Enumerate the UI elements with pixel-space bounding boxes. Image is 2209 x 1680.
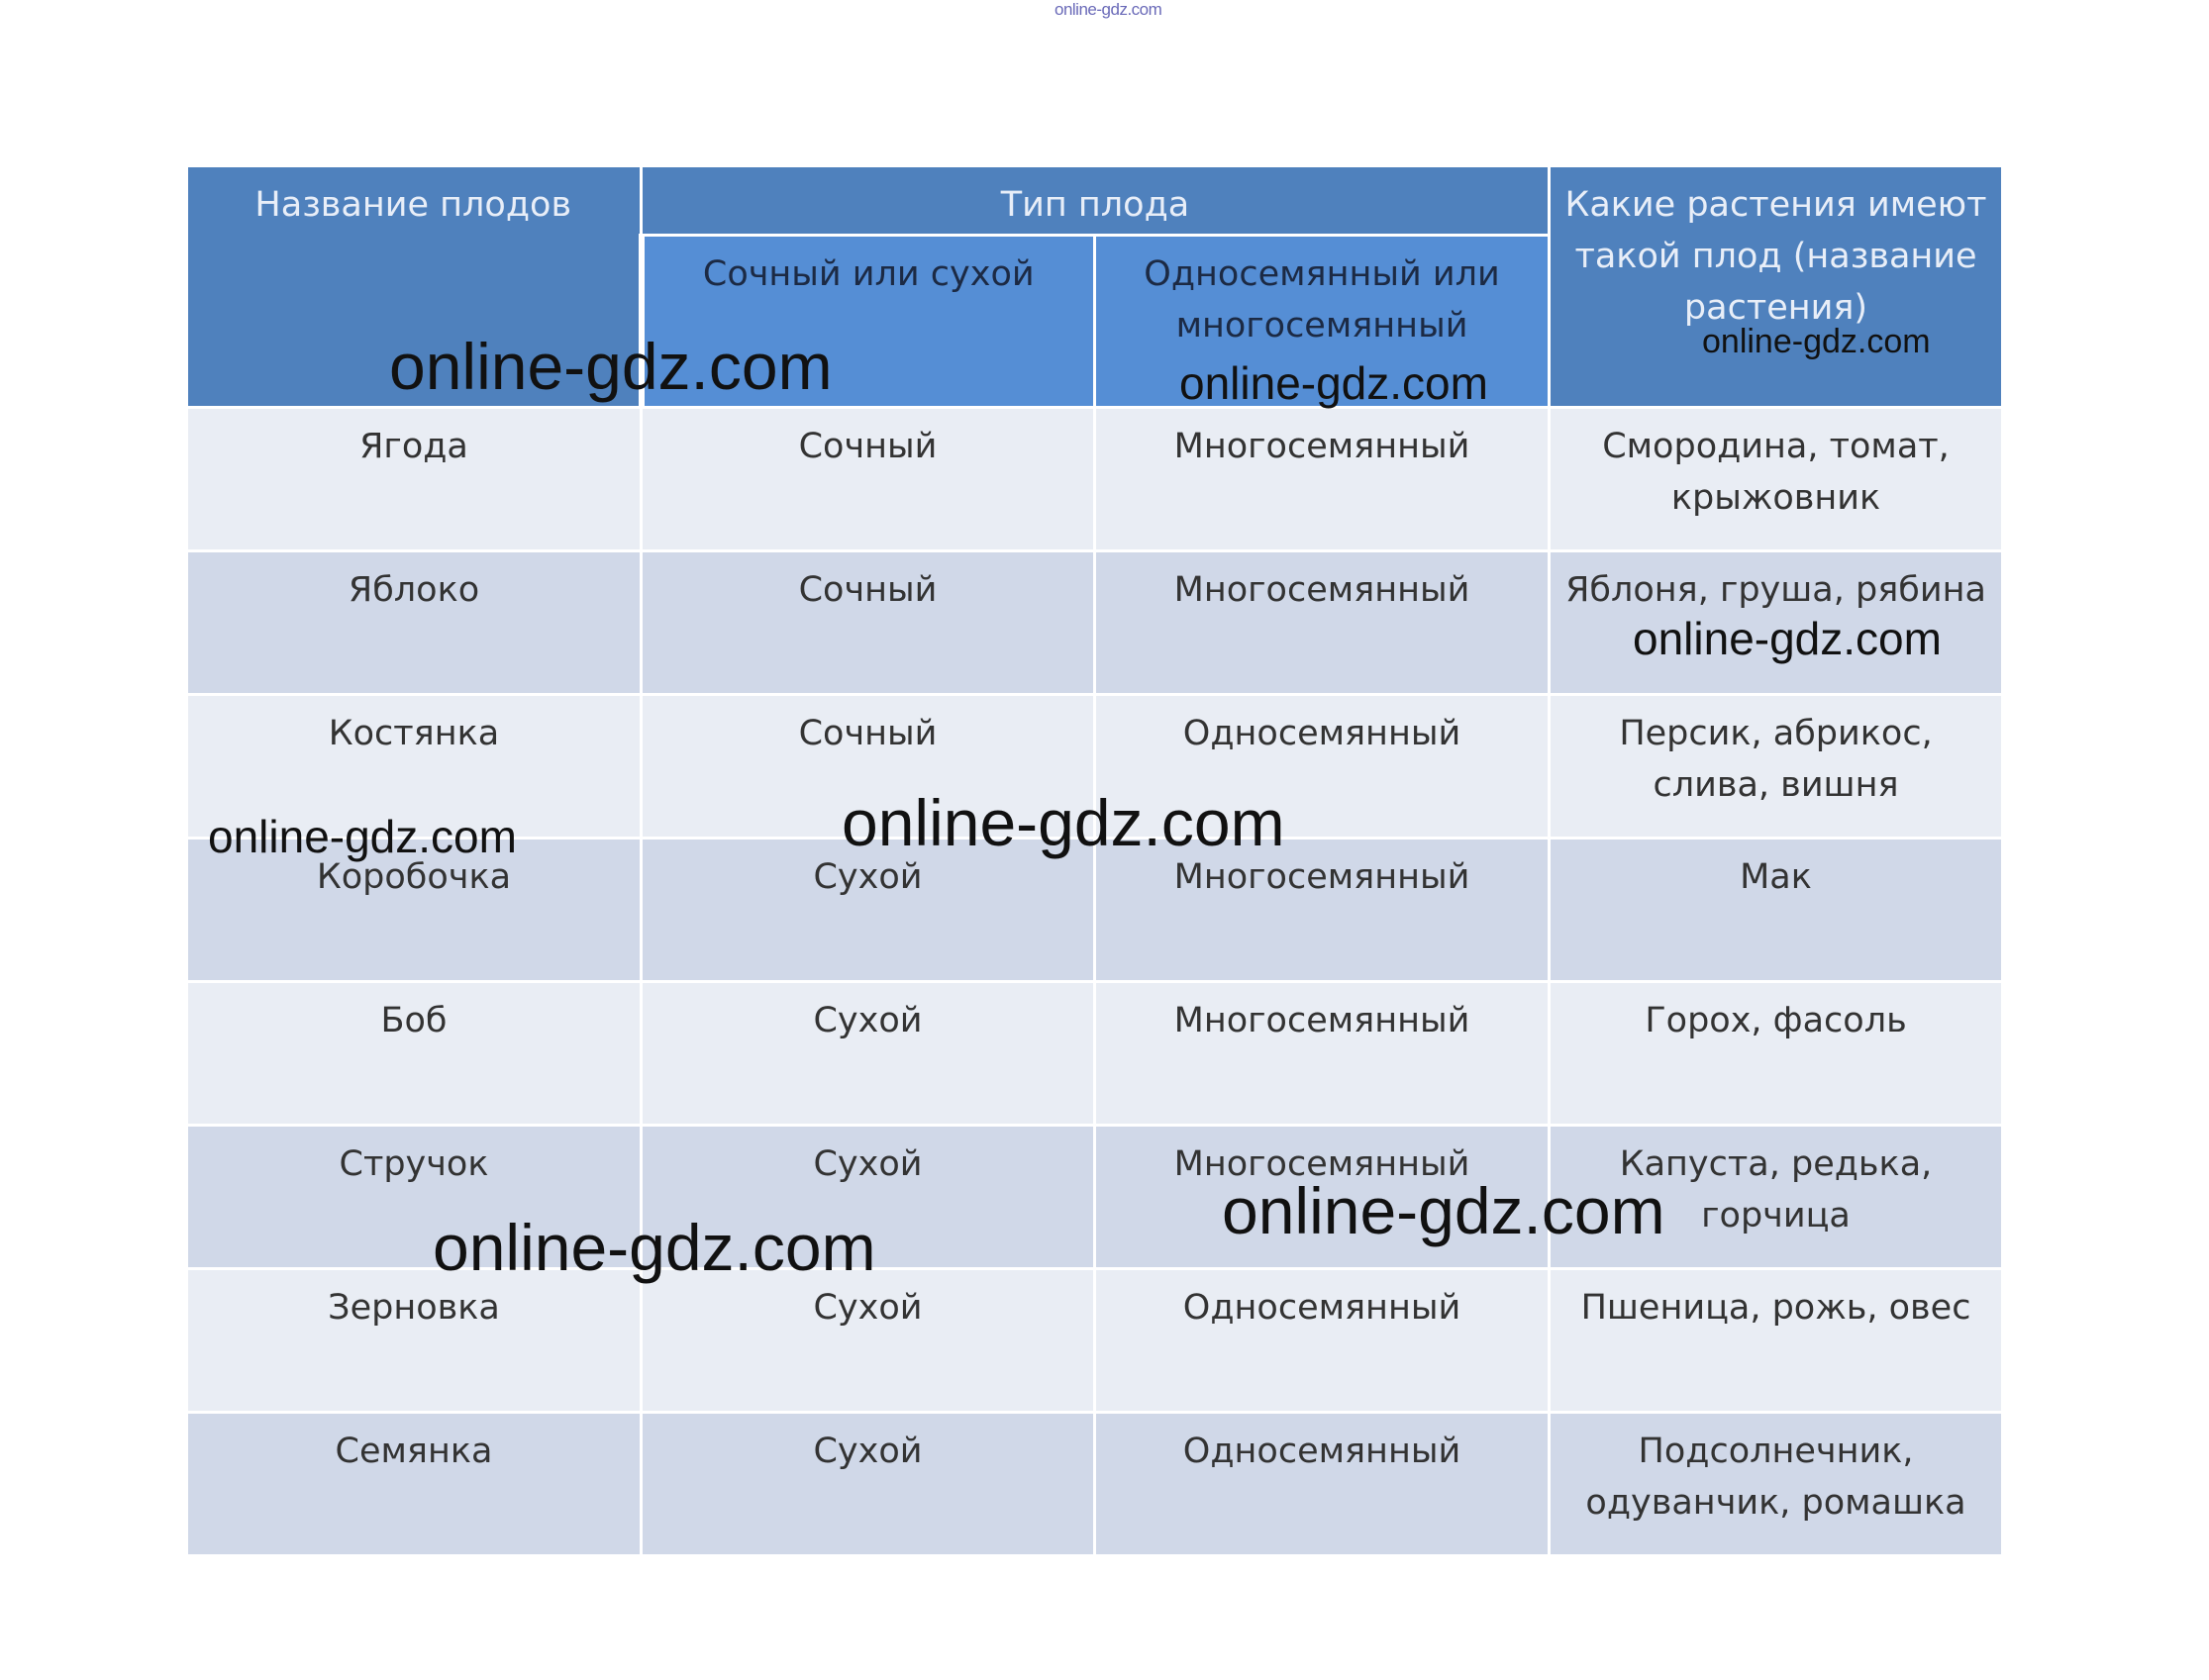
cell-juicy-or-dry: Сухой bbox=[642, 1126, 1095, 1269]
watermark: online-gdz.com bbox=[1179, 357, 1488, 409]
header-seed-count: Односемянный или многосемянный bbox=[1095, 236, 1550, 408]
cell-fruit-name: Костянка bbox=[187, 695, 642, 839]
cell-seed-count: Многосемянный bbox=[1095, 1126, 1550, 1269]
cell-seed-count: Односемянный bbox=[1095, 1413, 1550, 1556]
cell-seed-count: Многосемянный bbox=[1095, 982, 1550, 1126]
cell-seed-count: Многосемянный bbox=[1095, 551, 1550, 695]
cell-fruit-name: Зерновка bbox=[187, 1269, 642, 1413]
cell-juicy-or-dry: Сочный bbox=[642, 408, 1095, 551]
watermark: online-gdz.com bbox=[842, 786, 1285, 859]
watermark: online-gdz.com bbox=[433, 1211, 876, 1284]
cell-plants: Подсолнечник, одуванчик, ромашка bbox=[1550, 1413, 2003, 1556]
table-row bbox=[187, 408, 2003, 551]
cell-plants: Яблоня, груша, рябина bbox=[1550, 551, 2003, 695]
cell-seed-count: Односемянный bbox=[1095, 695, 1550, 839]
watermark: online-gdz.com bbox=[1702, 323, 1931, 360]
cell-fruit-name: Коробочка bbox=[187, 839, 642, 982]
table-row bbox=[187, 1413, 2003, 1556]
cell-plants: Горох, фасоль bbox=[1550, 982, 2003, 1126]
cell-juicy-or-dry: Сочный bbox=[642, 551, 1095, 695]
header-juicy-or-dry: Сочный или сухой bbox=[642, 236, 1095, 408]
top-watermark: online-gdz.com bbox=[1054, 0, 1162, 19]
table-row bbox=[187, 982, 2003, 1126]
cell-juicy-or-dry: Сухой bbox=[642, 982, 1095, 1126]
cell-juicy-or-dry: Сухой bbox=[642, 839, 1095, 982]
cell-seed-count: Многосемянный bbox=[1095, 839, 1550, 982]
cell-seed-count: Односемянный bbox=[1095, 1269, 1550, 1413]
cell-plants: Капуста, редька, горчица bbox=[1550, 1126, 2003, 1269]
cell-juicy-or-dry: Сочный bbox=[642, 695, 1095, 839]
table-row bbox=[187, 1269, 2003, 1413]
cell-fruit-name: Боб bbox=[187, 982, 642, 1126]
cell-juicy-or-dry: Сухой bbox=[642, 1269, 1095, 1413]
watermark: online-gdz.com bbox=[1222, 1174, 1665, 1247]
cell-plants: Персик, абрикос, слива, вишня bbox=[1550, 695, 2003, 839]
cell-fruit-name: Семянка bbox=[187, 1413, 642, 1556]
cell-plants: Пшеница, рожь, овес bbox=[1550, 1269, 2003, 1413]
header-fruit-name: Название плодов bbox=[187, 166, 642, 408]
watermark: online-gdz.com bbox=[389, 330, 833, 403]
cell-seed-count: Многосемянный bbox=[1095, 408, 1550, 551]
watermark: online-gdz.com bbox=[208, 811, 517, 862]
header-fruit-type: Тип плода bbox=[642, 166, 1550, 236]
cell-juicy-or-dry: Сухой bbox=[642, 1413, 1095, 1556]
watermark: online-gdz.com bbox=[1633, 613, 1942, 664]
cell-plants: Смородина, томат, крыжовник bbox=[1550, 408, 2003, 551]
cell-fruit-name: Ягода bbox=[187, 408, 642, 551]
cell-plants: Мак bbox=[1550, 839, 2003, 982]
header-plants: Какие растения имеют такой плод (название растения) bbox=[1550, 166, 2003, 408]
cell-fruit-name: Яблоко bbox=[187, 551, 642, 695]
cell-fruit-name: Стручок bbox=[187, 1126, 642, 1269]
